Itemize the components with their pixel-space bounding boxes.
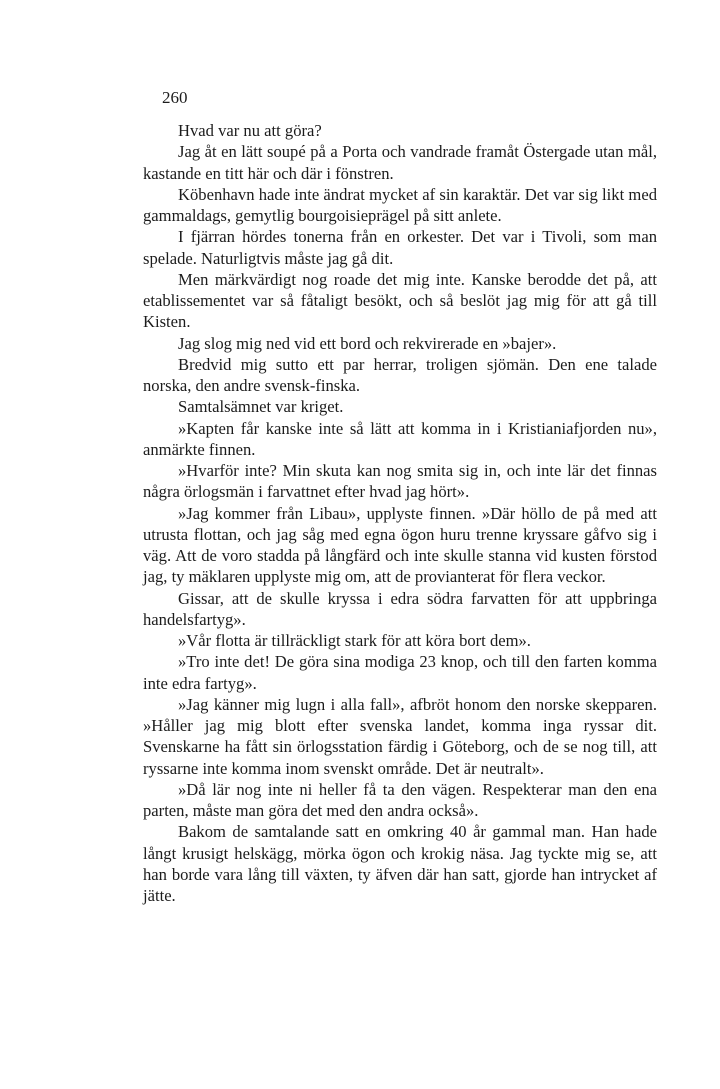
paragraph: »Vår flotta är tillräckligt stark för att köra bort dem». bbox=[178, 631, 531, 650]
paragraph: Hvad var nu att göra? bbox=[178, 121, 322, 140]
paragraph: Jag slog mig ned vid ett bord och rekvirerade en »bajer». bbox=[178, 333, 557, 353]
page-number: 260 bbox=[162, 88, 188, 107]
paragraph: Men märkvärdigt nog roade det mig inte. Kanske berodde det på, att etablissementet var så fåtaligt besökt, och så beslöt jag mig för att gå till Kisten. bbox=[143, 269, 657, 332]
paragraph: »Jag känner mig lugn i alla fall», afbröt honom den norske skepparen. »Håller jag mig blott efter svenska landet, komma inga ryssar dit. Svenskarne ha fått sin örlogsstation färdig i Göteborg, och de se nog till, att ryssarne inte komma inom svenskt område. Det är neutralt». bbox=[143, 694, 657, 778]
paragraph: »Då lär nog inte ni heller få ta den vägen. Respekterar man den ena parten, måste man göra det med den andra också». bbox=[143, 779, 657, 820]
paragraph: »Kapten får kanske inte så lätt att komma in i Kristianiafjorden nu», anmärkte finnen. bbox=[143, 418, 657, 459]
paragraph: »Jag kommer från Libau», upplyste finnen. »Där höllo de på med att utrusta flottan, och jag såg med egna ögon huru trenne kryssare gåfvo sig i väg. Att de voro stadda på långfärd och inte skulle stanna vid kusten förstod jag, ty mäklaren upplyste mig om, att de provianterat för flera veckor. bbox=[143, 503, 657, 587]
paragraph: Bredvid mig sutto ett par herrar, troligen sjömän. Den ene talade norska, den andre svensk-finska. bbox=[143, 354, 657, 395]
paragraph: Samtalsämnet var kriget. bbox=[178, 397, 344, 417]
paragraph: I fjärran hördes tonerna från en orkester. Det var i Tivoli, som man spelade. Naturligtvis måste jag gå dit. bbox=[143, 227, 657, 268]
paragraph: Bakom de samtalande satt en omkring 40 år gammal man. Han hade långt krusigt helskägg, mörka ögon och krokig näsa. Jag tyckte mig se, att han borde vara lång till växten, ty äfven där han satt, gjorde han intrycket af jätte. bbox=[143, 822, 657, 905]
paragraph: »Hvarför inte? Min skuta kan nog smita sig in, och inte lär det finnas några örlogsmän i farvattnet efter hvad jag hört». bbox=[143, 461, 657, 502]
paragraph: Köbenhavn hade inte ändrat mycket af sin karaktär. Det var sig likt med gammaldags, gemytlig bourgoisieprägel på sitt anlete. bbox=[143, 184, 657, 225]
paragraph: Jag åt en lätt soupé på a Porta och vandrade framåt Östergade utan mål, kastande en titt här och där i fönstren. bbox=[143, 142, 657, 183]
body-text bbox=[143, 120, 657, 906]
paragraph: »Tro inte det! De göra sina modiga 23 knop, och till den farten komma inte edra fartyg». bbox=[143, 652, 657, 693]
paragraph: Gissar, att de skulle kryssa i edra södra farvatten för att uppbringa handelsfartyg». bbox=[143, 588, 657, 629]
